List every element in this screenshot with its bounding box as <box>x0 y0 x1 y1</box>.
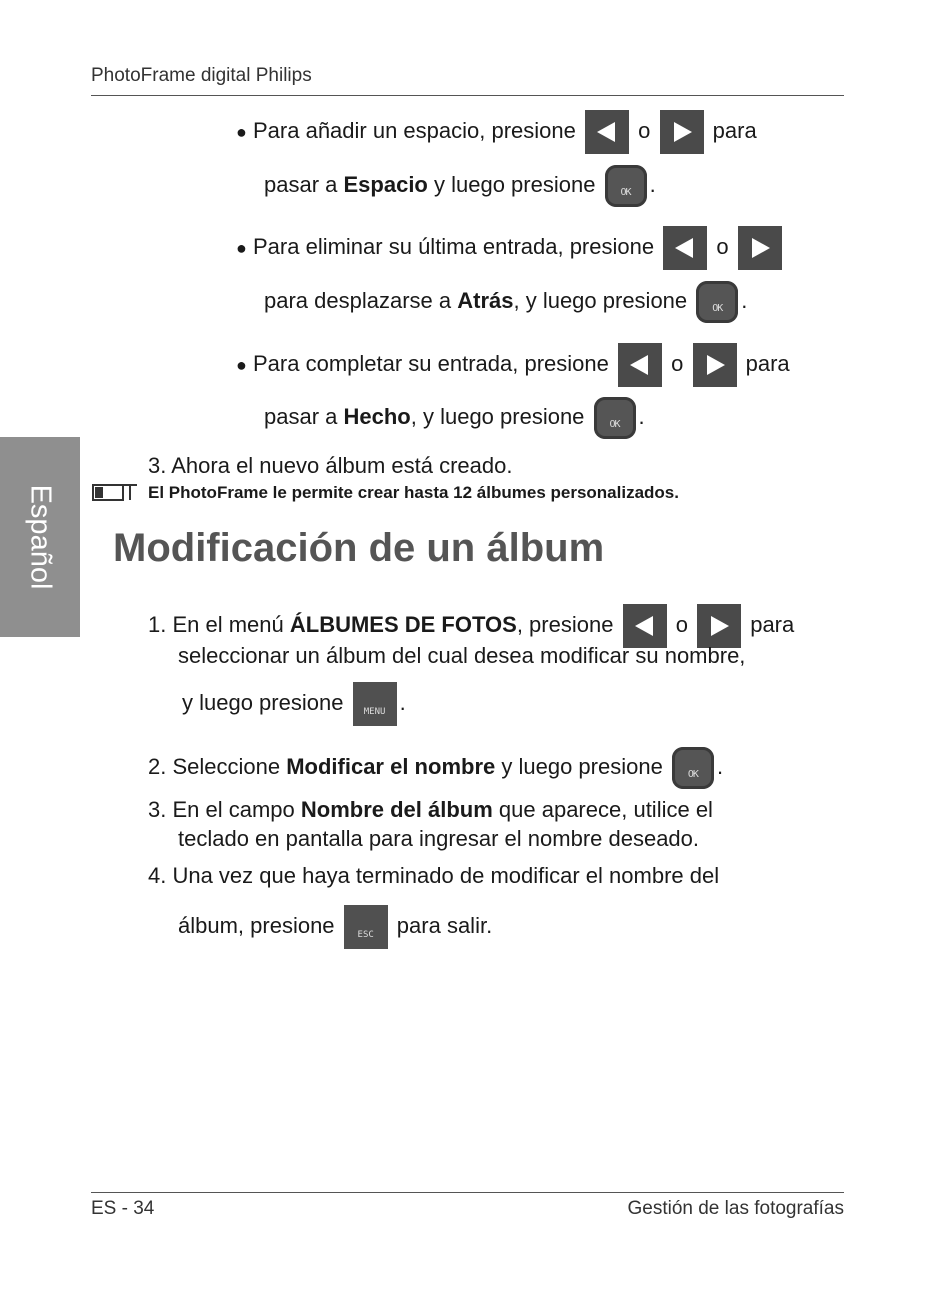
bullet-dot-icon: ● <box>236 121 247 142</box>
step-3-line-2: teclado en pantalla para ingresar el nombre deseado. <box>178 826 700 851</box>
step-1-line-2: seleccionar un álbum del cual desea modificar su nombre, <box>178 643 746 668</box>
ok-key-icon: OK <box>696 281 738 323</box>
bullet-1-line-1: ● Para añadir un espacio, presione o para <box>236 110 757 154</box>
menu-key-icon: MENU <box>353 682 397 726</box>
bullet-3-line-1: ● Para completar su entrada, presione o para <box>236 343 790 387</box>
section-title: Modificación de un álbum <box>113 526 605 570</box>
ok-key-icon: OK <box>594 397 636 439</box>
left-arrow-key-icon <box>585 110 629 154</box>
language-tab <box>0 437 80 637</box>
header-rule <box>91 95 844 96</box>
step-1-line-3: y luego presione MENU . <box>182 682 406 726</box>
step-2: 2. Seleccione Modificar el nombre y luego presione OK . <box>148 747 723 789</box>
bullet-1-line-2: pasar a Espacio y luego presione OK . <box>264 165 656 207</box>
bullet-3-line-2: pasar a Hecho, y luego presione OK . <box>264 397 645 439</box>
step-1-line-1: 1. En el menú ÁLBUMES DE FOTOS, presione o para <box>148 604 794 648</box>
right-arrow-key-icon <box>660 110 704 154</box>
step-3-line-1: 3. En el campo Nombre del álbum que aparece, utilice el <box>148 797 713 822</box>
note-text: El PhotoFrame le permite crear hasta 12 álbumes personalizados. <box>148 483 679 502</box>
right-arrow-key-icon <box>693 343 737 387</box>
language-tab-label: Español <box>24 484 57 590</box>
left-arrow-key-icon <box>663 226 707 270</box>
header-title: PhotoFrame digital Philips <box>91 65 312 86</box>
page-number: ES - 34 <box>91 1198 155 1219</box>
ok-key-icon: OK <box>605 165 647 207</box>
ok-key-icon: OK <box>672 747 714 789</box>
left-arrow-key-icon <box>618 343 662 387</box>
bullet-2-line-1: ● Para eliminar su última entrada, presione o <box>236 226 785 270</box>
footer-rule <box>91 1192 844 1193</box>
step-4-line-2: álbum, presione ESC para salir. <box>178 905 492 949</box>
bullet-2-line-2: para desplazarse a Atrás, y luego presione OK . <box>264 281 747 323</box>
step-3-created: 3. Ahora el nuevo álbum está creado. <box>148 453 513 478</box>
right-arrow-key-icon <box>738 226 782 270</box>
step-4-line-1: 4. Una vez que haya terminado de modificar el nombre del <box>148 863 720 888</box>
bullet-dot-icon: ● <box>236 354 247 375</box>
note-icon <box>92 482 138 502</box>
esc-key-icon: ESC <box>344 905 388 949</box>
bullet-dot-icon: ● <box>236 237 247 258</box>
footer-section: Gestión de las fotografías <box>627 1198 844 1219</box>
